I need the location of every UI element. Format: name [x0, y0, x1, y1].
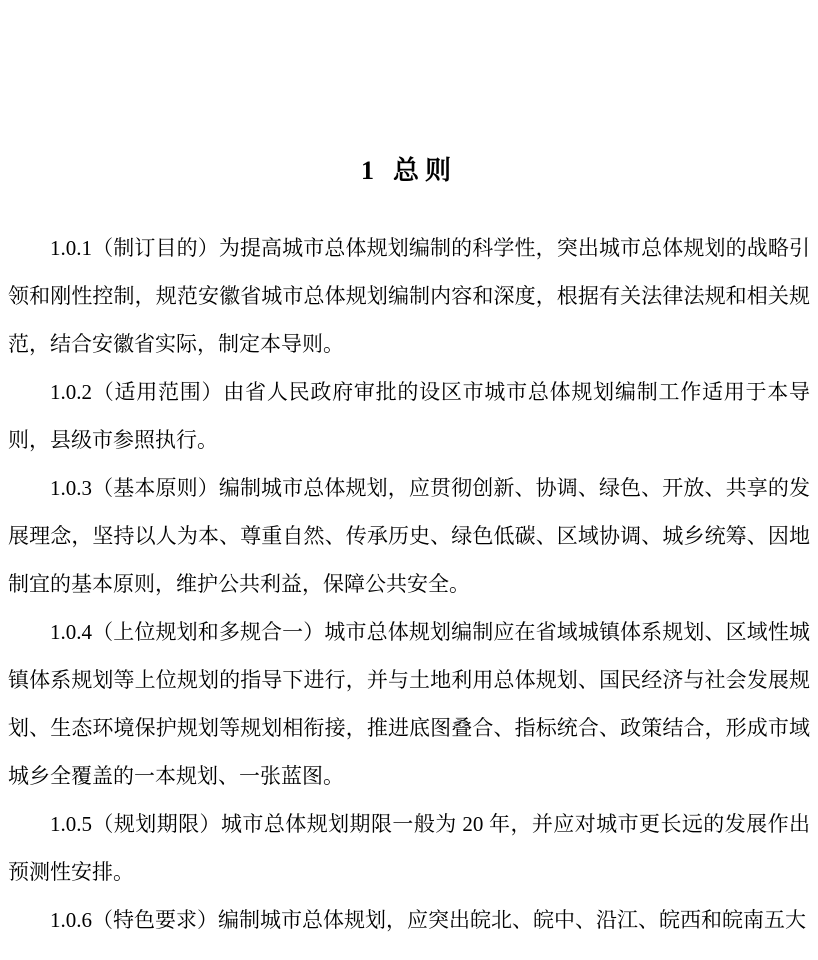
paragraph-1-0-6: 1.0.6（特色要求）编制城市总体规划，应突出皖北、皖中、沿江、皖西和皖南五大: [50, 908, 806, 932]
section-title: 总则: [392, 156, 457, 185]
paragraph-1-0-2: 1.0.2（适用范围）由省人民政府审批的设区市城市总体规划编制工作适用于本导则，县级市参照执行。: [8, 380, 810, 452]
paragraph-1-0-1: 1.0.1（制订目的）为提高城市总体规划编制的科学性，突出城市总体规划的战略引领和刚性控制，规范安徽省城市总体规划编制内容和深度，根据有关法律法规和相关规范，结合安徽省实际，制定本导则。: [8, 236, 810, 356]
paragraph-1-0-5: 1.0.5（规划期限）城市总体规划期限一般为 20 年，并应对城市更长远的发展作出预测性安排。: [8, 812, 810, 884]
paragraph-1-0-3: 1.0.3（基本原则）编制城市总体规划，应贯彻创新、协调、绿色、开放、共享的发展理念，坚持以人为本、尊重自然、传承历史、绿色低碳、区域协调、城乡统筹、因地制宜的基本原则，维护公共利益，保障公共安全。: [8, 476, 810, 596]
section-number: 1: [360, 156, 375, 185]
section-heading: [8, 152, 810, 190]
paragraph-1-0-4: 1.0.4（上位规划和多规合一）城市总体规划编制应在省域城镇体系规划、区域性城镇体系规划等上位规划的指导下进行，并与土地利用总体规划、国民经济与社会发展规划、生态环境保护规划等规划相衔接，推进底图叠合、指标统合、政策结合，形成市域城乡全覆盖的一本规划、一张蓝图。: [8, 620, 810, 788]
section-body: [8, 224, 810, 944]
document-content: [0, 152, 818, 944]
